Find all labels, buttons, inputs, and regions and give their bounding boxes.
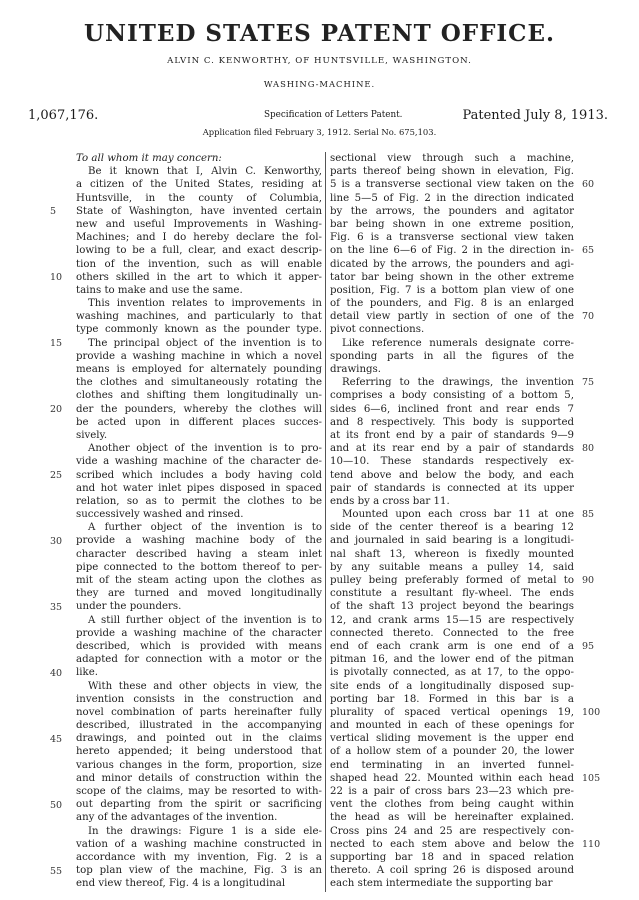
text-line: 12, and crank arms 15—15 are respectively — [330, 614, 574, 626]
text-line: others skilled in the art to which it apper- — [76, 271, 322, 283]
text-line: line 5—5 of Fig. 2 in the direction indicated — [330, 192, 574, 204]
text-line: drawings, and pointed out in the claims — [76, 733, 322, 745]
text-line: successively washed and rinsed. — [76, 509, 244, 521]
text-line: der the pounders, whereby the clothes will — [76, 403, 322, 415]
text-line: In the drawings: Figure 1 is a side ele- — [88, 825, 322, 837]
text-line: 5 is a transverse sectional view taken on the — [330, 179, 574, 191]
text-line: accordance with my invention, Fig. 2 is a — [76, 851, 322, 863]
text-line: pitman 16, and the lower end of the pitman — [330, 654, 574, 666]
line-number: 110 — [582, 839, 601, 851]
text-line: tend above and below the body, and each — [330, 469, 574, 481]
text-line: any of the advantages of the invention. — [76, 812, 278, 824]
text-line: connected thereto. Connected to the free — [330, 627, 574, 639]
text-line: nal shaft 13, whereon is fixedly mounted — [330, 548, 574, 560]
text-line: thereto. A coil spring 26 is disposed around — [330, 865, 574, 877]
text-line: constitute a resultant fly-wheel. The ends — [330, 588, 574, 600]
text-line: of the shaft 13 project beyond the bearings — [330, 601, 574, 613]
text-line: Huntsville, in the county of Columbia, — [76, 192, 322, 204]
text-line: by the arrows, the pounders and agitator — [330, 205, 574, 217]
right-text-column — [330, 152, 574, 891]
line-number: 10 — [50, 271, 63, 283]
line-number: 75 — [582, 377, 595, 389]
text-line: end of each crank arm is one end of a — [330, 640, 574, 652]
text-line: sponding parts in all the figures of the — [330, 350, 574, 362]
text-line: vent the clothes from being caught within — [330, 799, 574, 811]
text-line: and hot water inlet pipes disposed in spaced — [76, 482, 322, 494]
text-line: porting bar 18. Formed in this bar is a — [330, 693, 574, 705]
application-line: Application filed February 3, 1912. Serial No. 675,103. — [202, 127, 437, 137]
text-line: tains to make and use the same. — [76, 284, 243, 296]
specification-label: Specification of Letters Patent. — [264, 110, 403, 120]
text-line: tator bar being shown in the other extreme — [330, 271, 574, 283]
line-number: 30 — [50, 535, 63, 547]
line-number: 35 — [50, 601, 63, 613]
text-line: described, illustrated in the accompanying — [76, 720, 322, 732]
text-line: and journaled in said bearing is a longitudi- — [330, 535, 574, 547]
text-line: and at its rear end by a pair of standards — [330, 443, 574, 455]
column-divider — [325, 152, 326, 892]
line-number: 55 — [50, 865, 63, 877]
text-line: and 8 respectively. This body is supported — [330, 416, 574, 428]
text-line: end terminating in an inverted funnel- — [330, 759, 574, 771]
text-line: position, Fig. 7 is a bottom plan view of one — [330, 284, 574, 296]
text-line: Like reference numerals designate corre- — [342, 337, 574, 349]
text-line: shaped head 22. Mounted within each head — [330, 772, 574, 784]
text-line: new and useful Improvements in Washing- — [76, 218, 322, 230]
text-line: clothes and shifting them longitudinally un- — [76, 390, 322, 402]
text-line: mit of the steam acting upon the clothes as — [76, 575, 322, 586]
line-number: 95 — [582, 641, 595, 653]
text-line: under the pounders. — [76, 601, 182, 613]
text-line: they are turned and moved longitudinally — [76, 588, 322, 600]
text-line: like. — [76, 667, 98, 679]
text-line: the clothes and simultaneously rotating the — [76, 377, 322, 389]
text-line: scribed which includes a body having cold — [76, 469, 322, 481]
text-line: pipe connected to the bottom thereof to per- — [76, 561, 322, 573]
text-line: sively. — [76, 429, 108, 441]
text-line: is pivotally connected, as at 17, to the oppo- — [330, 667, 574, 679]
line-number: 80 — [582, 443, 595, 455]
text-line: on the line 6—6 of Fig. 2 in the direction in- — [330, 245, 574, 257]
text-line: character described having a steam inlet — [76, 548, 322, 560]
text-line: parts thereof being shown in elevation, Fig. — [330, 166, 574, 178]
text-line: provide a washing machine in which a novel — [76, 350, 322, 362]
line-number: 100 — [582, 707, 601, 719]
text-line: and mounted in each of these openings for — [330, 720, 574, 732]
text-line: washing machines, and particularly to that — [76, 311, 322, 323]
patent-meta-row — [28, 108, 608, 124]
line-number: 85 — [582, 509, 595, 521]
text-line: Referring to the drawings, the invention — [342, 377, 574, 389]
office-title: UNITED STATES PATENT OFFICE. — [83, 20, 556, 47]
text-line: ends by a cross bar 11. — [330, 495, 450, 507]
text-line: nected to each stem above and below the — [330, 838, 574, 850]
text-line: To all whom it may concern: — [76, 153, 222, 164]
text-line: of the pounders, and Fig. 8 is an enlarged — [330, 298, 574, 310]
line-number: 105 — [582, 773, 601, 785]
line-number: 65 — [582, 245, 595, 257]
text-line: drawings. — [330, 364, 381, 375]
text-line: hereto appended; it being understood that — [76, 746, 322, 758]
text-line: scope of the claims, may be resorted to with- — [76, 786, 322, 797]
text-line: site ends of a longitudinally disposed sup- — [330, 680, 574, 692]
line-number: 5 — [50, 205, 57, 217]
text-line: With these and other objects in view, the — [88, 680, 322, 692]
text-line: supporting bar 18 and in spaced relation — [330, 851, 574, 863]
text-line: novel combination of parts hereinafter fully — [76, 706, 322, 718]
text-line: 22 is a pair of cross bars 23—23 which pre- — [330, 786, 574, 797]
inventor-line: ALVIN C. KENWORTHY, OF HUNTSVILLE, WASHINGTON. — [167, 56, 472, 66]
patented-date: Patented July 8, 1913. — [462, 108, 608, 123]
subject-title: WASHING-MACHINE. — [263, 79, 376, 89]
text-line: vide a washing machine of the character de- — [76, 456, 322, 468]
text-line: detail view partly in section of one of the — [330, 311, 574, 323]
text-line: by any suitable means a pulley 14, said — [330, 561, 574, 573]
text-line: tion of the invention, such as will enable — [76, 258, 322, 270]
text-line: relation, so as to permit the clothes to be — [76, 495, 322, 507]
text-line: This invention relates to improvements in — [88, 298, 322, 310]
text-line: pulley being preferably formed of metal to — [330, 575, 574, 586]
text-line: Fig. 6 is a transverse sectional view taken — [330, 232, 574, 244]
text-line: 10—10. These standards respectively ex- — [330, 456, 574, 468]
text-line: sectional view through such a machine, — [330, 153, 574, 164]
text-line: adapted for connection with a motor or the — [76, 654, 322, 666]
line-number: 20 — [50, 403, 63, 415]
line-number: 40 — [50, 667, 63, 679]
text-line: sides 6—6, inclined front and rear ends 7 — [330, 403, 574, 415]
text-line: A still further object of the invention is to — [88, 614, 322, 626]
text-line: of a hollow stem of a pounder 20, the lower — [330, 746, 574, 758]
text-line: Cross pins 24 and 25 are respectively con- — [330, 825, 574, 837]
left-text-column — [76, 152, 322, 891]
text-line: invention consists in the construction and — [76, 693, 322, 705]
text-line: side of the center thereof is a bearing 12 — [330, 522, 574, 534]
text-line: plurality of spaced vertical openings 19, — [330, 706, 574, 718]
text-line: type commonly known as the pounder type. — [76, 324, 322, 336]
text-line: a citizen of the United States, residing at — [76, 179, 322, 191]
text-line: described, which is provided with means — [76, 640, 322, 652]
text-line: A further object of the invention is to — [88, 522, 322, 534]
line-number: 70 — [582, 311, 595, 323]
line-number: 90 — [582, 575, 595, 587]
text-line: State of Washington, have invented certain — [76, 205, 322, 217]
line-number: 45 — [50, 733, 63, 745]
text-line: end view thereof, Fig. 4 is a longitudinal — [76, 878, 286, 890]
text-line: Be it known that I, Alvin C. Kenworthy, — [88, 166, 322, 178]
line-number: 25 — [50, 469, 63, 481]
text-line: Machines; and I do hereby declare the fol- — [76, 232, 322, 244]
text-line: top plan view of the machine, Fig. 3 is an — [76, 865, 322, 877]
text-line: dicated by the arrows, the pounders and agi- — [330, 258, 574, 270]
text-line: lowing to be a full, clear, and exact descrip- — [76, 245, 322, 257]
text-line: and minor details of construction within the — [76, 772, 322, 784]
patent-number: 1,067,176. — [28, 108, 99, 123]
line-number: 15 — [50, 337, 63, 349]
text-line: means is employed for alternately pounding — [76, 364, 322, 375]
text-line: pair of standards is connected at its upper — [330, 482, 574, 494]
line-number: 60 — [582, 179, 595, 191]
text-line: provide a washing machine body of the — [76, 535, 322, 547]
text-line: provide a washing machine of the character — [76, 627, 322, 639]
text-line: the head as will be hereinafter explained. — [330, 812, 574, 824]
text-line: out departing from the spirit or sacrificing — [76, 799, 322, 811]
text-line: Mounted upon each cross bar 11 at one — [342, 509, 574, 521]
text-line: vertical sliding movement is the upper end — [330, 733, 574, 745]
text-line: comprises a body consisting of a bottom 5, — [330, 390, 574, 402]
text-line: The principal object of the invention is to — [88, 337, 322, 349]
text-line: Another object of the invention is to pro- — [88, 443, 322, 455]
line-number: 50 — [50, 799, 63, 811]
text-line: bar being shown in one extreme position, — [330, 218, 574, 230]
text-line: pivot connections. — [330, 324, 425, 336]
text-line: be acted upon in different places succes- — [76, 416, 322, 428]
text-line: vation of a washing machine constructed in — [76, 838, 322, 850]
text-line: at its front end by a pair of standards 9—9 — [330, 429, 574, 441]
text-line: various changes in the form, proportion, size — [76, 759, 322, 771]
text-line: each stem intermediate the supporting bar — [330, 878, 553, 890]
